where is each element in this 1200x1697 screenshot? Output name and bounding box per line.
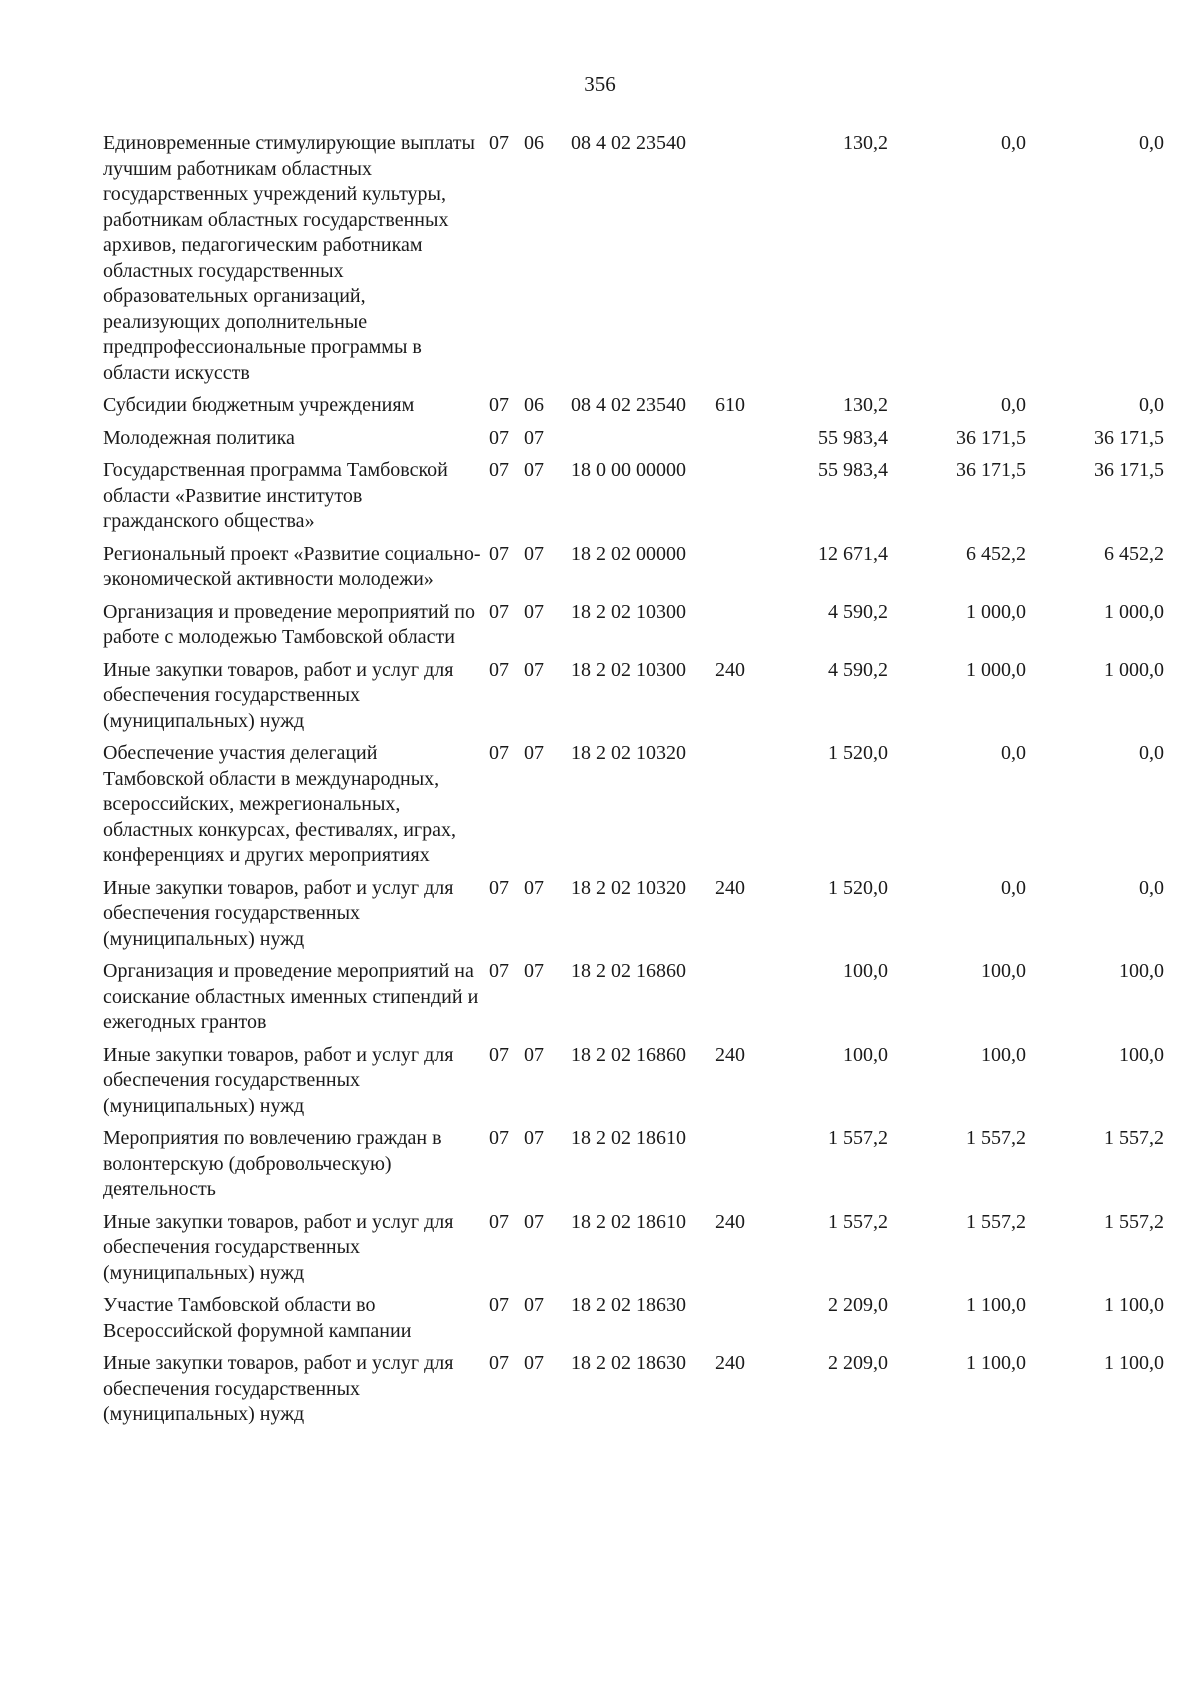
row-expense-type-code: 610 <box>715 394 745 416</box>
row-amount-year-2: 0,0 <box>1001 132 1026 154</box>
row-subsection-code: 07 <box>524 960 544 982</box>
row-amount-year-2: 0,0 <box>1001 394 1026 416</box>
row-amount-year-3: 0,0 <box>1139 132 1164 154</box>
row-subsection-code: 07 <box>524 542 544 565</box>
table-row <box>0 542 1200 593</box>
row-target-article-code: 18 2 02 18610 <box>571 1210 686 1233</box>
row-amount-year-3: 36 171,5 <box>1094 426 1164 449</box>
row-amount-year-1: 130,2 <box>843 132 888 154</box>
table-row <box>0 876 1200 953</box>
row-amount-year-2: 1 000,0 <box>966 658 1026 681</box>
row-subsection-code: 06 <box>524 394 544 416</box>
row-amount-year-3: 1 000,0 <box>1104 658 1164 681</box>
row-target-article-code: 18 0 00 00000 <box>571 459 686 481</box>
row-amount-year-1: 2 209,0 <box>828 1294 888 1316</box>
row-amount-year-3: 0,0 <box>1139 742 1164 764</box>
row-name: Организация и проведение мероприятий по работе с молодежью Тамбовской области <box>103 600 475 648</box>
row-amount-year-1: 2 209,0 <box>828 1352 888 1374</box>
table-row <box>0 959 1200 1036</box>
row-amount-year-1: 100,0 <box>843 960 888 982</box>
row-target-article-code: 18 2 02 18630 <box>571 1294 686 1316</box>
row-target-article-code: 18 2 02 18630 <box>571 1352 686 1374</box>
table-row <box>0 1351 1200 1428</box>
row-amount-year-3: 0,0 <box>1139 876 1164 899</box>
row-section-code: 07 <box>489 876 509 899</box>
row-name: Иные закупки товаров, работ и услуг для обеспечения государственных (муниципальных) нужд <box>103 658 454 732</box>
row-name: Региональный проект «Развитие социально-экономической активности молодежи» <box>103 542 481 590</box>
budget-table <box>0 131 1200 1435</box>
row-target-article-code: 18 2 02 16860 <box>571 1043 686 1066</box>
row-amount-year-2: 36 171,5 <box>956 426 1026 449</box>
table-row <box>0 131 1200 386</box>
row-section-code: 07 <box>489 1352 509 1374</box>
row-expense-type-code: 240 <box>715 658 745 681</box>
row-expense-type-code: 240 <box>715 1210 745 1233</box>
row-name: Обеспечение участия делегаций Тамбовской области в международных, всероссийских, межрегиональных, областных конкурсах, фестивалях, играх, конференциях и других мероприятиях <box>103 742 456 866</box>
row-section-code: 07 <box>489 658 509 681</box>
row-target-article-code: 18 2 02 10300 <box>571 658 686 681</box>
row-section-code: 07 <box>489 960 509 982</box>
row-target-article-code: 18 2 02 10320 <box>571 742 686 764</box>
row-section-code: 07 <box>489 426 509 449</box>
row-subsection-code: 07 <box>524 1210 544 1233</box>
row-amount-year-1: 55 983,4 <box>818 459 888 481</box>
row-name: Иные закупки товаров, работ и услуг для обеспечения государственных (муниципальных) нужд <box>103 876 454 950</box>
page-number: 356 <box>584 72 616 96</box>
row-target-article-code: 08 4 02 23540 <box>571 394 686 416</box>
table-row <box>0 600 1200 651</box>
table-row <box>0 741 1200 869</box>
row-expense-type-code: 240 <box>715 1043 745 1066</box>
row-amount-year-1: 100,0 <box>843 1043 888 1066</box>
table-row <box>0 1126 1200 1203</box>
row-target-article-code: 18 2 02 00000 <box>571 542 686 565</box>
row-section-code: 07 <box>489 742 509 764</box>
row-subsection-code: 07 <box>524 1352 544 1374</box>
row-subsection-code: 07 <box>524 426 544 449</box>
row-amount-year-3: 1 100,0 <box>1104 1352 1164 1374</box>
row-amount-year-2: 36 171,5 <box>956 459 1026 481</box>
row-subsection-code: 07 <box>524 1294 544 1316</box>
row-target-article-code: 18 2 02 18610 <box>571 1127 686 1149</box>
row-section-code: 07 <box>489 132 509 154</box>
table-row <box>0 393 1200 419</box>
row-section-code: 07 <box>489 459 509 481</box>
row-section-code: 07 <box>489 394 509 416</box>
row-name: Молодежная политика <box>103 426 295 449</box>
row-amount-year-1: 1 520,0 <box>828 742 888 764</box>
row-amount-year-1: 130,2 <box>843 394 888 416</box>
row-subsection-code: 07 <box>524 1127 544 1149</box>
row-name: Организация и проведение мероприятий на соискание областных именных стипендий и ежегодных грантов <box>103 960 479 1033</box>
row-subsection-code: 07 <box>524 876 544 899</box>
row-amount-year-2: 1 557,2 <box>966 1210 1026 1233</box>
row-amount-year-3: 6 452,2 <box>1104 542 1164 565</box>
row-amount-year-2: 1 100,0 <box>966 1294 1026 1316</box>
row-target-article-code: 08 4 02 23540 <box>571 132 686 154</box>
row-amount-year-1: 12 671,4 <box>818 542 888 565</box>
row-subsection-code: 07 <box>524 742 544 764</box>
row-amount-year-2: 1 000,0 <box>966 600 1026 623</box>
row-amount-year-1: 55 983,4 <box>818 426 888 449</box>
row-amount-year-3: 100,0 <box>1119 960 1164 982</box>
table-row <box>0 426 1200 452</box>
row-amount-year-2: 1 100,0 <box>966 1352 1026 1374</box>
row-amount-year-2: 100,0 <box>981 1043 1026 1066</box>
row-name: Иные закупки товаров, работ и услуг для обеспечения государственных (муниципальных) нужд <box>103 1210 454 1284</box>
row-name: Иные закупки товаров, работ и услуг для обеспечения государственных (муниципальных) нужд <box>103 1043 454 1117</box>
row-amount-year-2: 0,0 <box>1001 876 1026 899</box>
row-name: Государственная программа Тамбовской области «Развитие институтов гражданского общества» <box>103 459 448 532</box>
row-section-code: 07 <box>489 1210 509 1233</box>
row-amount-year-3: 1 100,0 <box>1104 1294 1164 1316</box>
table-row <box>0 1210 1200 1287</box>
row-name: Единовременные стимулирующие выплаты лучшим работникам областных государственных учреждений культуры, работникам областных государственных архивов, педагогическим работникам областных государственных образовательных организаций, реализующих дополнительные предпрофессиональные программы в области искусств <box>103 132 475 384</box>
row-name: Участие Тамбовской области во Всероссийской форумной кампании <box>103 1294 412 1342</box>
row-name: Мероприятия по вовлечению граждан в волонтерскую (добровольческую) деятельность <box>103 1127 442 1200</box>
row-name: Иные закупки товаров, работ и услуг для обеспечения государственных (муниципальных) нужд <box>103 1352 454 1425</box>
row-amount-year-1: 1 520,0 <box>828 876 888 899</box>
row-name: Субсидии бюджетным учреждениям <box>103 394 415 416</box>
table-row <box>0 458 1200 535</box>
row-section-code: 07 <box>489 542 509 565</box>
row-subsection-code: 07 <box>524 1043 544 1066</box>
row-subsection-code: 07 <box>524 658 544 681</box>
row-amount-year-2: 100,0 <box>981 960 1026 982</box>
table-row <box>0 658 1200 735</box>
row-amount-year-3: 1 557,2 <box>1104 1127 1164 1149</box>
table-row <box>0 1293 1200 1344</box>
row-amount-year-3: 0,0 <box>1139 394 1164 416</box>
row-expense-type-code: 240 <box>715 1352 745 1374</box>
row-amount-year-1: 1 557,2 <box>828 1210 888 1233</box>
row-amount-year-3: 1 557,2 <box>1104 1210 1164 1233</box>
row-amount-year-2: 1 557,2 <box>966 1127 1026 1149</box>
row-target-article-code: 18 2 02 16860 <box>571 960 686 982</box>
row-section-code: 07 <box>489 1294 509 1316</box>
row-amount-year-3: 1 000,0 <box>1104 600 1164 623</box>
row-amount-year-3: 100,0 <box>1119 1043 1164 1066</box>
row-amount-year-1: 4 590,2 <box>828 600 888 623</box>
row-amount-year-2: 0,0 <box>1001 742 1026 764</box>
row-amount-year-1: 4 590,2 <box>828 658 888 681</box>
row-section-code: 07 <box>489 1043 509 1066</box>
row-target-article-code: 18 2 02 10300 <box>571 600 686 623</box>
row-target-article-code: 18 2 02 10320 <box>571 876 686 899</box>
row-section-code: 07 <box>489 1127 509 1149</box>
row-subsection-code: 07 <box>524 459 544 481</box>
row-amount-year-2: 6 452,2 <box>966 542 1026 565</box>
row-expense-type-code: 240 <box>715 876 745 899</box>
row-section-code: 07 <box>489 600 509 623</box>
row-subsection-code: 06 <box>524 132 544 154</box>
row-subsection-code: 07 <box>524 600 544 623</box>
row-amount-year-1: 1 557,2 <box>828 1127 888 1149</box>
row-amount-year-3: 36 171,5 <box>1094 459 1164 481</box>
table-row <box>0 1043 1200 1120</box>
